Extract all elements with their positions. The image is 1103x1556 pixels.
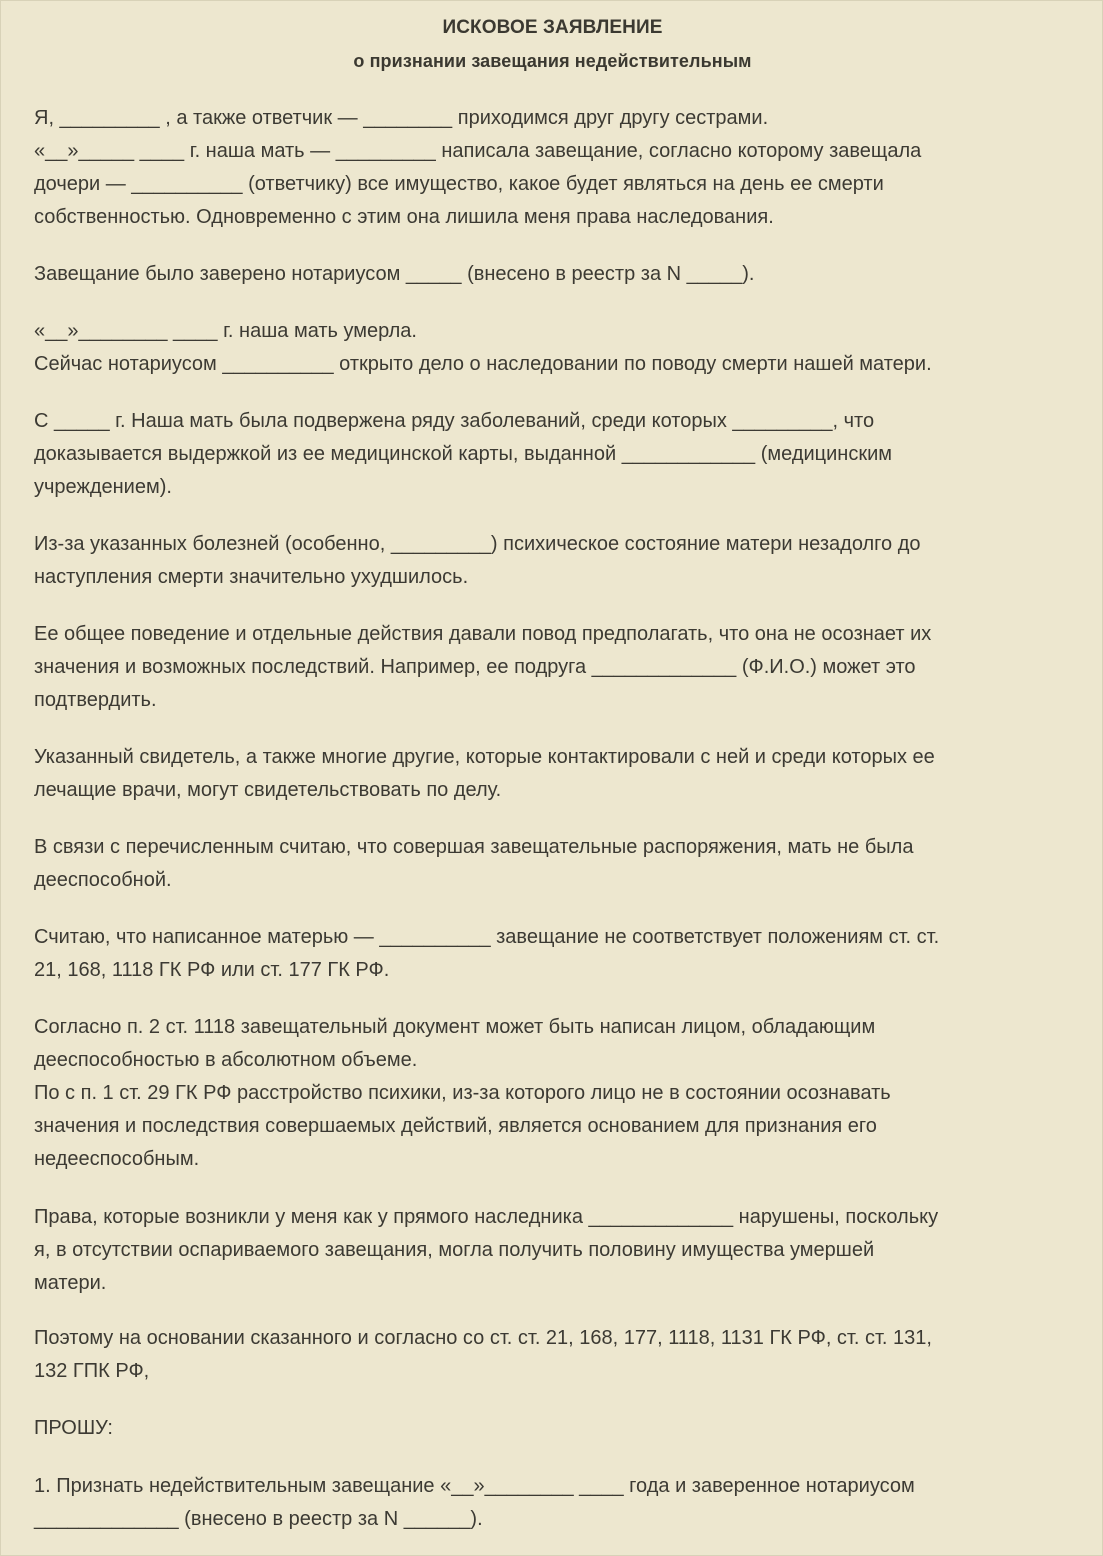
text-line: Сейчас нотариусом __________ открыто дело о наследовании по поводу смерти нашей матери. — [34, 353, 932, 375]
text-line: Права, которые возникли у меня как у прямого наследника _____________ нарушены, поскольку — [34, 1206, 939, 1228]
document-title: ИСКОВОЕ ЗАЯВЛЕНИЕ — [442, 17, 663, 38]
text-line: матери. — [34, 1272, 107, 1294]
text-line: Ее общее поведение и отдельные действия давали повод предполагать, что она не осознает их — [34, 623, 932, 645]
text-line: В связи с перечисленным считаю, что совершая завещательные распоряжения, мать не была — [34, 836, 914, 858]
paragraph-witness — [34, 741, 1074, 807]
text-line: доказывается выдержкой из ее медицинской карты, выданной ____________ (медицинским — [34, 443, 893, 465]
text-line: подтвердить. — [34, 689, 157, 711]
document-subtitle: о признании завещания недействительным — [353, 51, 752, 71]
paragraph-behavior — [34, 618, 1074, 717]
paragraph-capacity — [34, 831, 1074, 897]
text-line: Завещание было заверено нотариусом _____ (внесено в реестр за N _____). — [34, 263, 755, 285]
text-line: По с п. 1 ст. 29 ГК РФ расстройство психики, из-за которого лицо не в состоянии осознавать — [34, 1082, 891, 1104]
text-line: наступления смерти значительно ухудшилось. — [34, 566, 469, 588]
text-line: собственностью. Одновременно с этим она лишила меня права наследования. — [34, 206, 774, 228]
paragraph-illness — [34, 405, 1074, 504]
text-line: «__»_____ ____ г. наша мать — _________ написала завещание, согласно которому завещала — [34, 140, 922, 162]
text-line: дееспособностью в абсолютном объеме. — [34, 1049, 418, 1071]
text-line: «__»________ ____ г. наша мать умерла. — [34, 320, 417, 342]
paragraph-legal-basis — [34, 1011, 1074, 1176]
text-line: 21, 168, 1118 ГК РФ или ст. 177 ГК РФ. — [34, 959, 390, 981]
text-line: Согласно п. 2 ст. 1118 завещательный документ может быть написан лицом, обладающим — [34, 1016, 876, 1038]
paragraph-grounds — [34, 1322, 1074, 1388]
text-line: Из-за указанных болезней (особенно, _________) психическое состояние матери незадолго до — [34, 533, 921, 555]
text-line: я, в отсутствии оспариваемого завещания, могла получить половину имущества умершей — [34, 1239, 875, 1261]
paragraph-death — [34, 315, 1074, 381]
text-line: 1. Признать недействительным завещание «__»________ ____ года и заверенное нотариусом — [34, 1475, 915, 1497]
paragraph-mental-state — [34, 528, 1074, 594]
paragraph-request-item — [34, 1470, 1074, 1536]
text-line: Поэтому на основании сказанного и согласно со ст. ст. 21, 168, 177, 1118, 1131 ГК РФ, ст. ст. 131, — [34, 1327, 932, 1349]
text-line: лечащие врачи, могут свидетельствовать по делу. — [34, 779, 502, 801]
text-line: дееспособной. — [34, 869, 172, 891]
paragraph-notary — [34, 258, 1074, 291]
text-line: Считаю, что написанное матерью — __________ завещание не соответствует положениям ст. ст. — [34, 926, 940, 948]
text-line: 132 ГПК РФ, — [34, 1360, 150, 1382]
text-line: Указанный свидетель, а также многие другие, которые контактировали с ней и среди которых ее — [34, 746, 935, 768]
text-line: ПРОШУ: — [34, 1417, 113, 1439]
paragraph-request-heading — [34, 1412, 1074, 1445]
paragraph-law-conflict — [34, 921, 1074, 987]
text-line: учреждением). — [34, 476, 172, 498]
text-line: значения и возможных последствий. Например, ее подруга _____________ (Ф.И.О.) может это — [34, 656, 916, 678]
text-line: С _____ г. Наша мать была подвержена ряду заболеваний, среди которых _________, что — [34, 410, 875, 432]
paragraph-parties — [34, 102, 1074, 234]
text-line: значения и последствия совершаемых действий, является основанием для признания его — [34, 1115, 877, 1137]
paragraph-rights — [34, 1201, 1074, 1300]
text-line: недееспособным. — [34, 1148, 200, 1170]
text-line: Я, _________ , а также ответчик — ________ приходимся друг другу сестрами. — [34, 107, 769, 129]
text-line: _____________ (внесено в реестр за N ______). — [34, 1508, 483, 1530]
text-line: дочери — __________ (ответчику) все имущество, какое будет являться на день ее смерти — [34, 173, 884, 195]
